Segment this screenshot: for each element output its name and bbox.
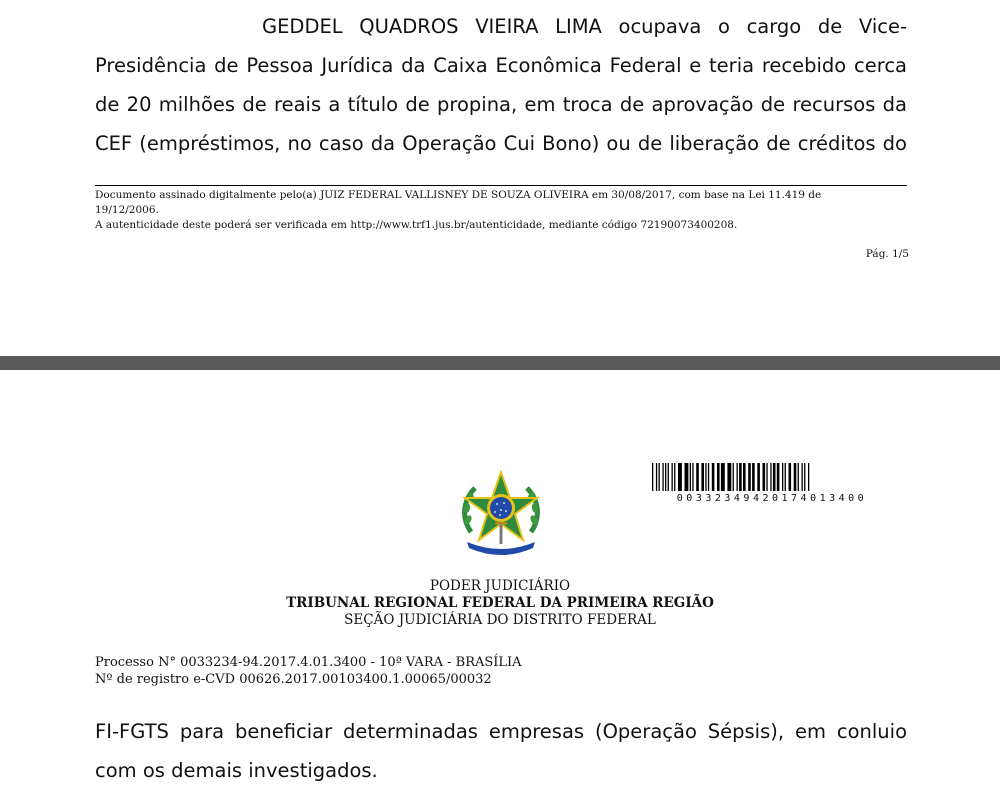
barcode-bar [662,463,663,491]
paragraph-line-3: de 20 milhões de reais a título de propina, em troca de aprovação de recursos da [95,93,907,116]
barcode-bar [685,463,689,491]
barcode-bar [763,463,766,491]
barcode-bar [752,463,755,491]
barcode-number: 00332349420174013400 [676,493,868,504]
signature-note-line-2: 19/12/2006. [95,204,159,216]
barcode-bar [656,463,657,491]
barcode-bar [802,463,803,491]
process-number: Processo N° 0033234-94.2017.4.01.3400 - 10ª VARA - BRASÍLIA [95,655,522,670]
paragraph-line-5: FI-FGTS para beneficiar determinadas empresas (Operação Sépsis), em conluio [95,720,907,743]
barcode-bar [652,463,653,491]
paragraph-line-1: GEDDEL QUADROS VIEIRA LIMA ocupava o cargo de Vice- [262,15,907,38]
barcode-bar [674,463,675,491]
barcode-bar [743,463,746,491]
barcode-bar [717,463,720,491]
document-page-1 [0,0,1000,356]
barcode-bar [766,463,767,491]
barcode-bar [748,463,751,491]
barcode-bar [798,463,799,491]
barcode-bar [672,463,673,491]
barcode-bar [777,463,780,491]
barcode-bar [721,463,725,491]
page-number: Pág. 1/5 [865,248,909,260]
barcode-bar [782,463,783,491]
barcode-bar [770,463,771,491]
barcode-bar [727,463,731,491]
barcode-bar [668,463,669,491]
barcode-bar [701,463,704,491]
barcode-bar [705,463,706,491]
barcode-bar [692,463,693,491]
barcode-bar [804,463,805,491]
barcode-bar [808,463,809,491]
court-header [0,578,1000,629]
barcode-bar [712,463,715,491]
barcode-bar [678,463,682,491]
paragraph-line-4: CEF (empréstimos, no caso da Operação Cui Bono) ou de liberação de créditos do [95,132,907,155]
document-page-2 [0,370,1000,793]
barcode [652,463,892,504]
header-line-1: PODER JUDICIÁRIO [429,578,571,594]
barcode-bar [696,463,699,491]
barcode-bar [708,463,709,491]
brazil-coat-of-arms-icon [459,470,543,556]
barcode-bar [794,463,797,491]
paragraph-line-6: com os demais investigados. [95,759,378,782]
barcode-bar [737,463,738,491]
barcode-bar [733,463,734,491]
signature-note-line-1: Documento assinado digitalmente pelo(a) JUIZ FEDERAL VALLISNEY DE SOUZA OLIVEIRA em 30/08/2017, com base na Lei 11.419 de [95,189,822,201]
header-line-2: TRIBUNAL REGIONAL FEDERAL DA PRIMEIRA REGIÃO [286,595,714,611]
registry-number: Nº de registro e-CVD 00626.2017.00103400.1.00065/00032 [95,672,492,687]
barcode-bar [785,463,786,491]
barcode-bar [773,463,776,491]
page-separator [0,356,1000,370]
barcode-bars [652,463,892,491]
barcode-bar [757,463,760,491]
authenticity-note: A autenticidade deste poderá ser verificada em http://www.trf1.jus.br/autenticidade, mediante código 72190073400208. [95,219,738,231]
header-line-3: SEÇÃO JUDICIÁRIA DO DISTRITO FEDERAL [344,612,656,628]
paragraph-line-2: Presidência de Pessoa Jurídica da Caixa Econômica Federal e teria recebido cerca [95,54,907,77]
process-info [95,654,522,688]
barcode-bar [665,463,666,491]
barcode-bar [739,463,742,491]
barcode-bar [659,463,660,491]
barcode-bar [690,463,691,491]
barcode-bar [789,463,792,491]
footnote-divider [95,185,907,186]
